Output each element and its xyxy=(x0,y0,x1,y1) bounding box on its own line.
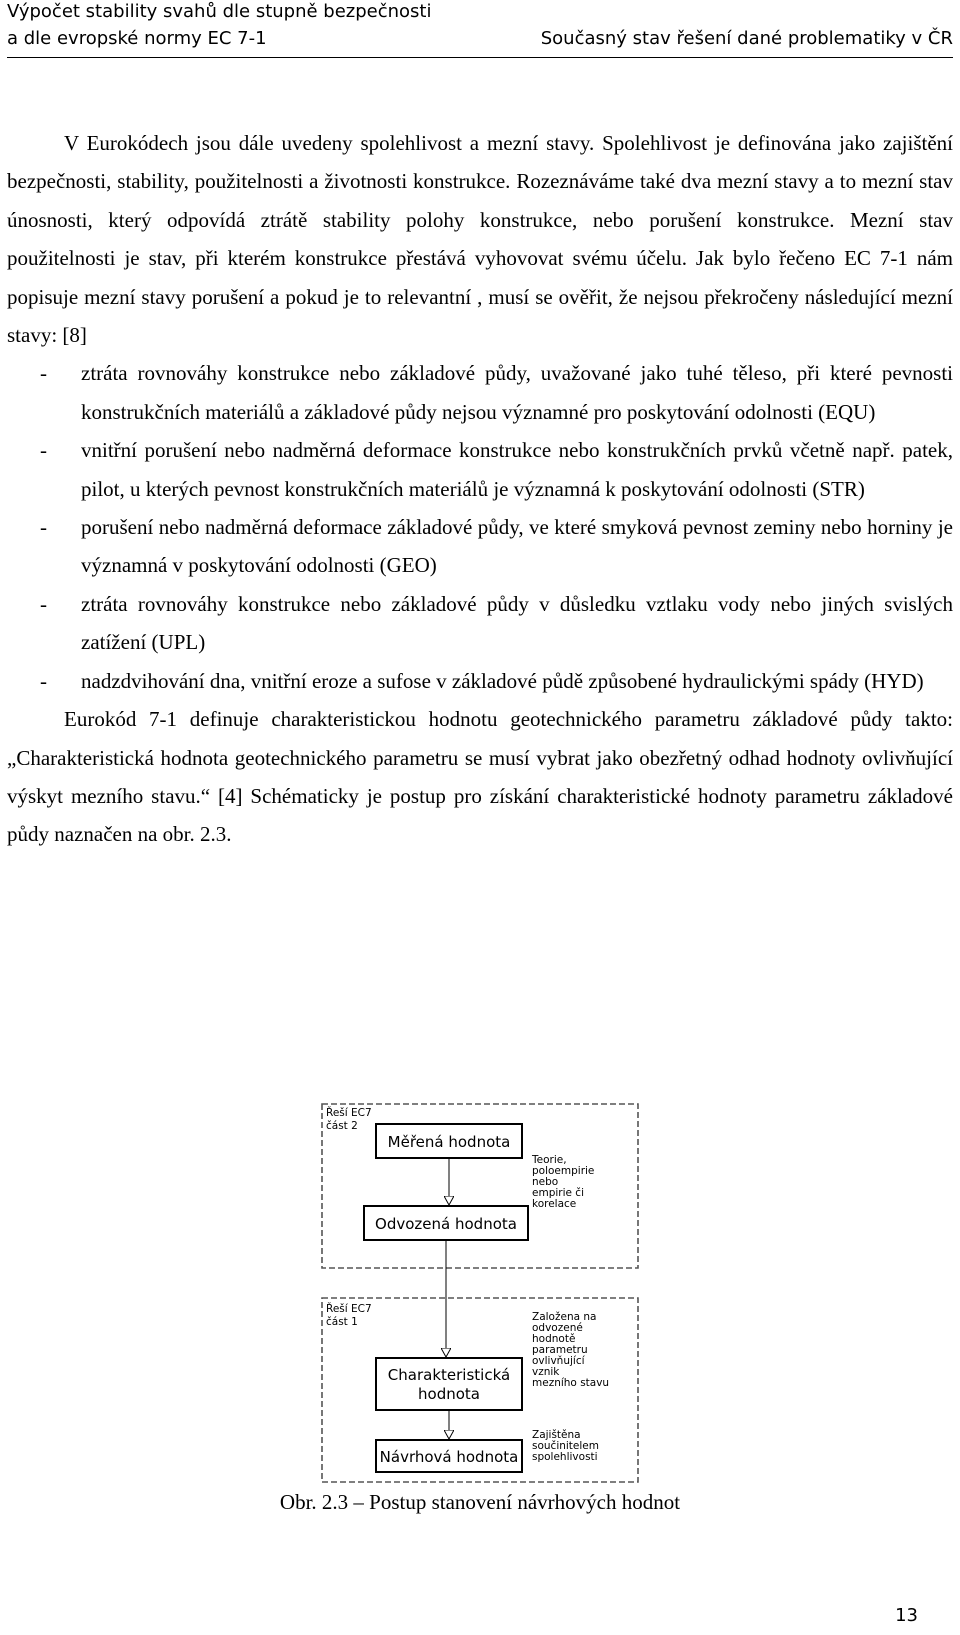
page-number: 13 xyxy=(895,1605,918,1626)
paragraph-reliability: V Eurokódech jsou dále uvedeny spolehlivost a mezní stavy. Spolehlivost je definována jako zajištění bezpečnosti, stability, použitelnosti a životnosti konstrukce. Rozeznáváme také dva mezní stavy a to mezní stav únosnosti, který odpovídá ztrátě stability polohy konstrukce, nebo porušení konstrukce. Mezní stav použitelnosti je stav, při kterém konstrukce přestává vyhovovat svému účelu. Jak bylo řečeno EC 7-1 nám popisuje mezní stavy porušení a pokud je to relevantní , musí se ověřit, že nejsou překročeny následující mezní stavy: [8] xyxy=(7,131,953,348)
box-measured-label: Měřená hodnota xyxy=(387,1133,511,1151)
group-top-label-1: Řeší EC7 xyxy=(326,1107,372,1119)
list-item: - porušení nebo nadměrná deformace základové půdy, ve které smyková pevnost zeminy nebo horniny je významná v poskytování odolnosti (GEO) xyxy=(7,508,953,585)
body-text xyxy=(7,124,953,854)
note-based-7: mezního stavu xyxy=(532,1377,610,1389)
list-item: - nadzdvihování dna, vnitřní eroze a sufose v základové půdě způsobené hydraulickými spády (HYD) xyxy=(7,662,953,700)
list-item: - ztráta rovnováhy konstrukce nebo základové půdy v důsledku vztlaku vody nebo jiných svislých zatížení (UPL) xyxy=(7,585,953,662)
flow-diagram xyxy=(320,1102,640,1484)
box-design-label: Návrhová hodnota xyxy=(379,1448,519,1466)
note-based-3: hodnotě xyxy=(532,1333,576,1345)
group-bottom-label-2: část 1 xyxy=(326,1316,358,1328)
note-ensured-1: Zajištěna xyxy=(532,1429,581,1441)
note-theory-1: Teorie, xyxy=(532,1154,567,1166)
box-derived-label: Odvozená hodnota xyxy=(375,1215,517,1233)
note-based-4: parametru xyxy=(532,1344,588,1356)
note-based-2: odvozené xyxy=(532,1322,583,1334)
note-theory-3: nebo xyxy=(532,1176,559,1188)
group-bottom-label-1: Řeší EC7 xyxy=(326,1303,372,1315)
note-theory-5: korelace xyxy=(532,1198,577,1210)
figure-caption: Obr. 2.3 – Postup stanovení návrhových hodnot xyxy=(279,1490,681,1514)
limit-states-list xyxy=(7,354,953,700)
paragraph-characteristic: Eurokód 7-1 definuje charakteristickou hodnotu geotechnického parametru základové půdy takto: „Charakteristická hodnota geotechnického parametru se musí vybrat jako obezřetný odhad hodnoty ovlivňující výskyt mezního stavu.“ [4] Schématicky je postup pro získání charakteristické hodnoty parametru základové půdy naznačen na obr. 2.3. xyxy=(7,707,953,847)
group-top-label-2: část 2 xyxy=(326,1120,358,1132)
note-based-6: vznik xyxy=(532,1366,560,1378)
list-item: - ztráta rovnováhy konstrukce nebo základové půdy, uvažované jako tuhé těleso, při které pevnosti konstrukčních materiálů a základové půdy nejsou významné pro poskytování odolnosti (EQU) xyxy=(7,354,953,431)
note-based-1: Založena na xyxy=(532,1311,597,1323)
header-title-line1: Výpočet stability svahů dle stupně bezpečnosti xyxy=(7,1,432,22)
box-characteristic-label-1: Charakteristická xyxy=(387,1366,511,1384)
header-chapter: Současný stav řešení dané problematiky v ČR xyxy=(540,28,953,49)
note-ensured-2: součinitelem xyxy=(532,1440,599,1452)
list-item: - vnitřní porušení nebo nadměrná deformace konstrukce nebo konstrukčních prvků včetně např. patek, pilot, u kterých pevnost konstrukčních materiálů je významná k poskytování odolnosti (STR) xyxy=(7,431,953,508)
box-characteristic-label-2: hodnota xyxy=(418,1385,480,1403)
note-ensured-3: spolehlivosti xyxy=(532,1451,598,1463)
note-based-5: ovlivňující xyxy=(532,1355,585,1367)
note-theory-2: poloempirie xyxy=(532,1165,595,1177)
note-theory-4: empirie či xyxy=(532,1187,584,1199)
page-header xyxy=(7,0,953,58)
header-title-line2: a dle evropské normy EC 7-1 xyxy=(7,28,267,49)
